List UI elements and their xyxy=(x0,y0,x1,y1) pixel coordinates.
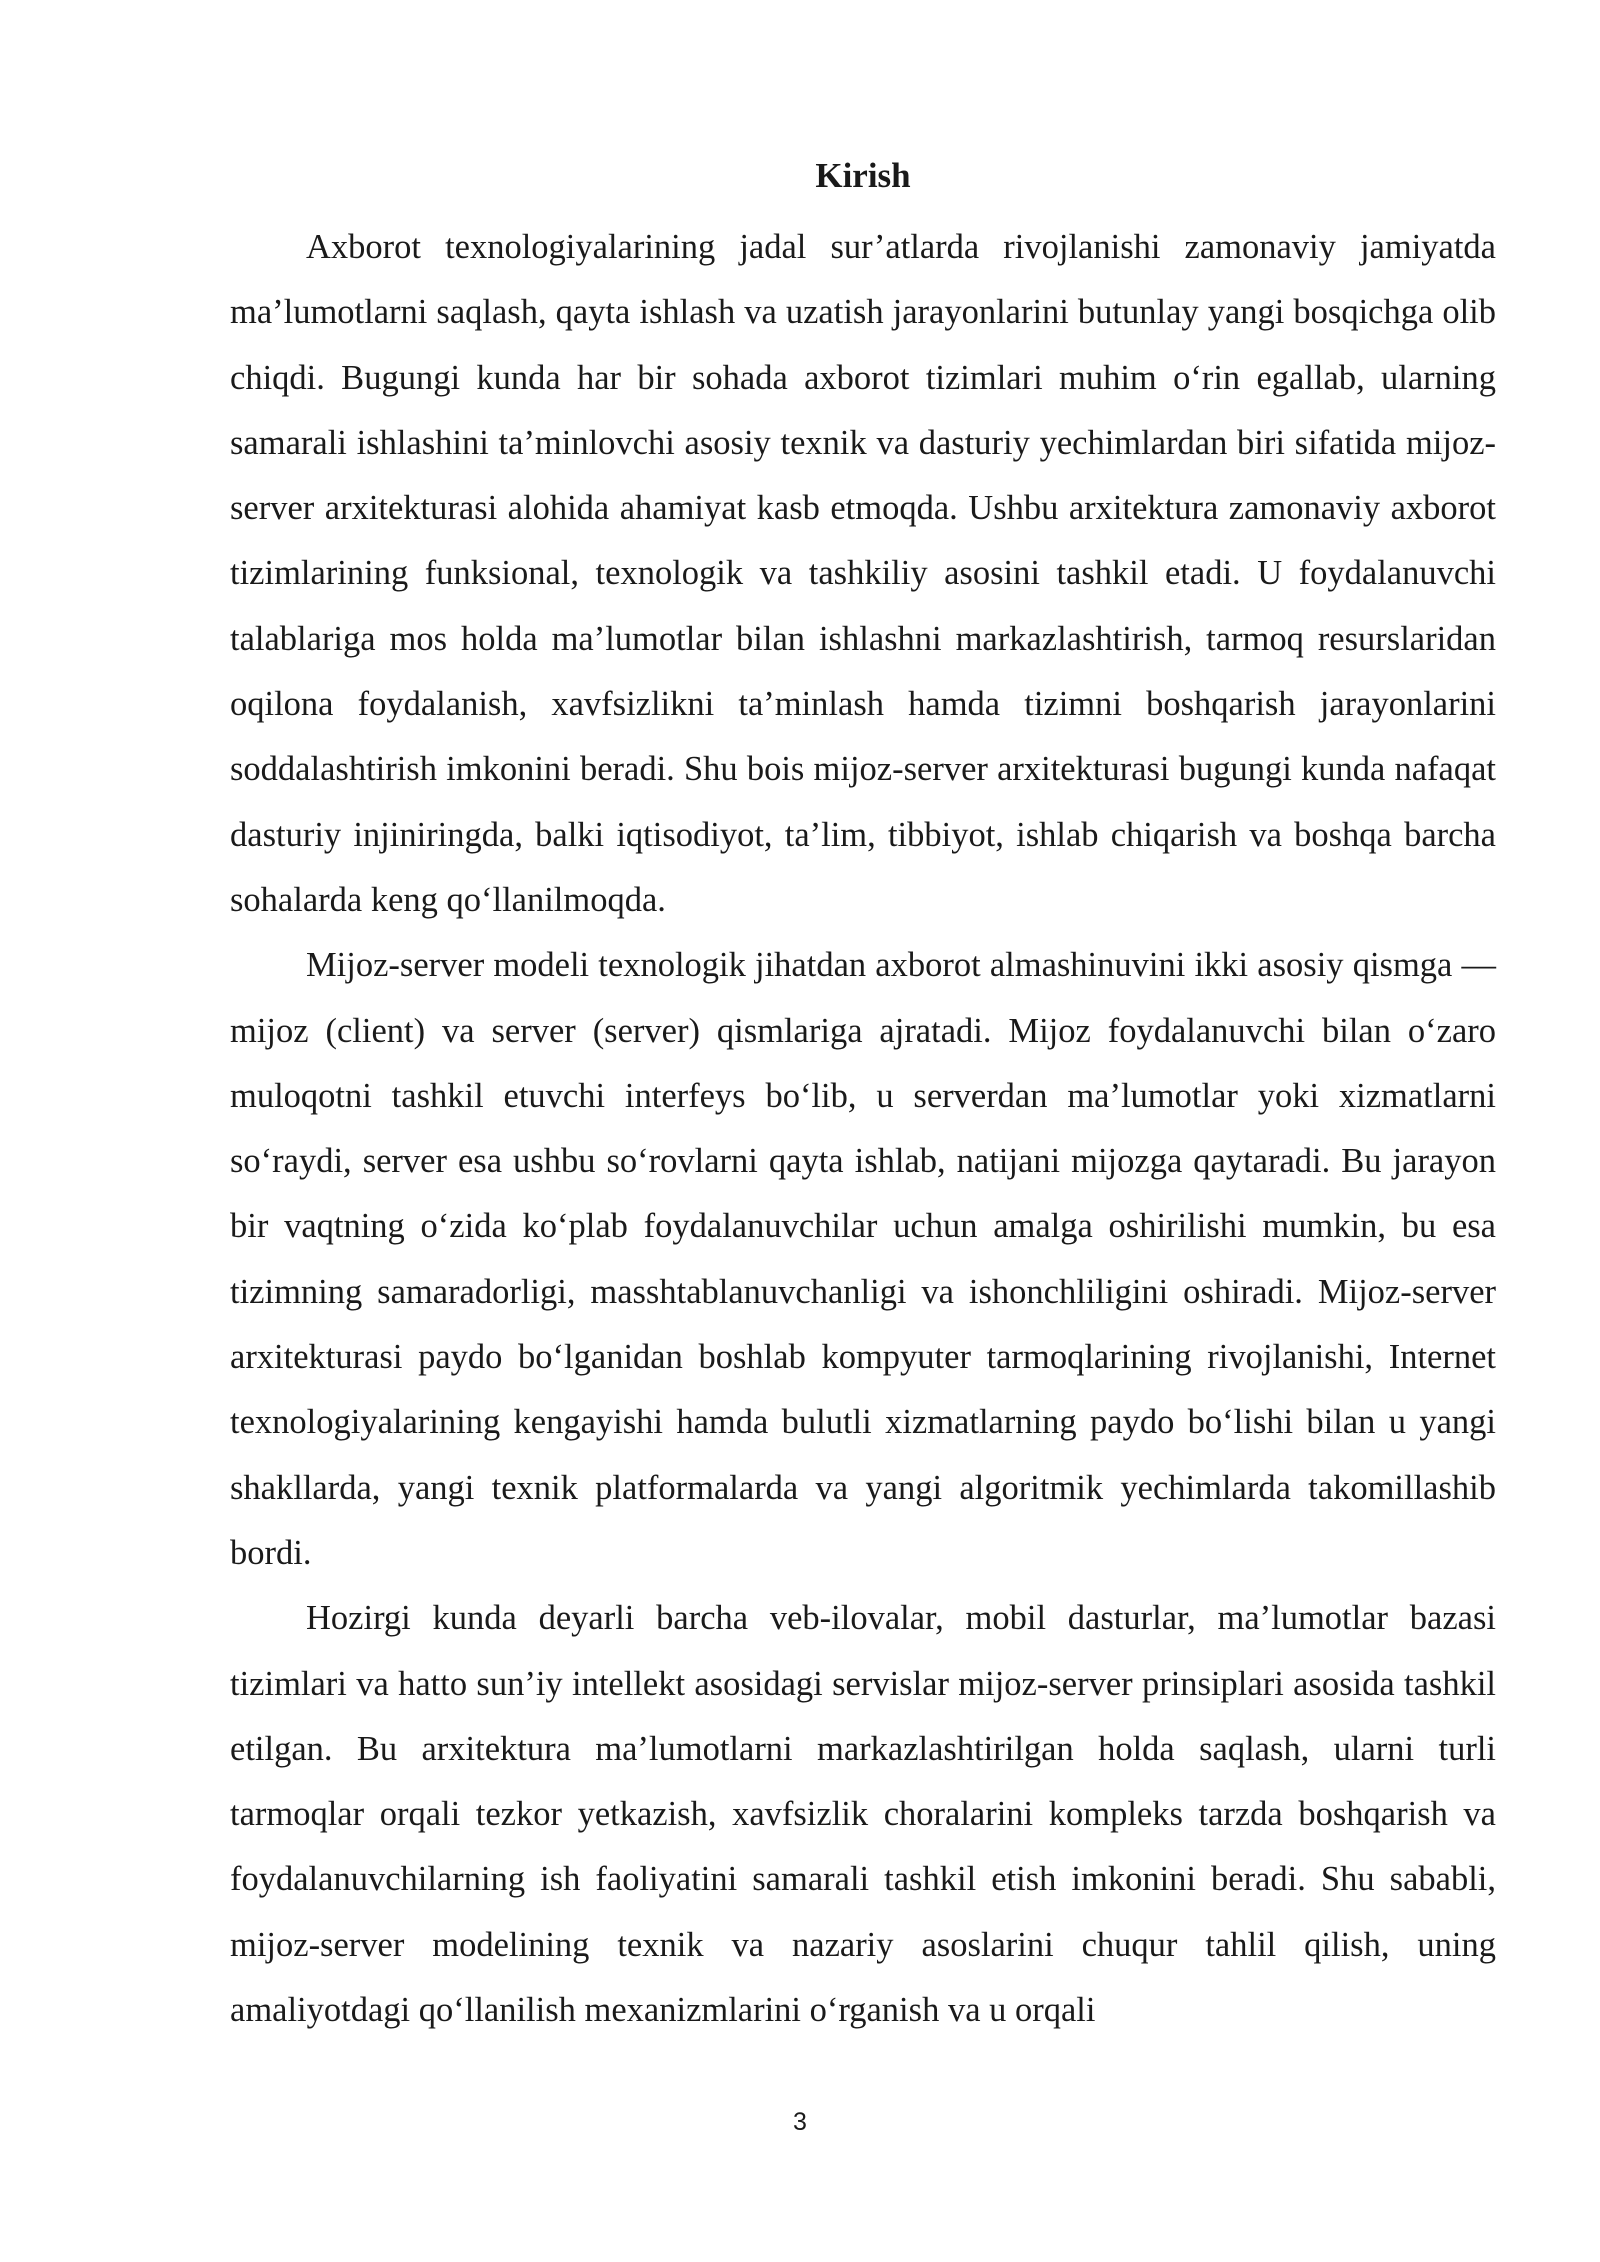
paragraph-2: Mijoz-server modeli texnologik jihatdan axborot almashinuvini ikki asosiy qismga — mijoz (client) va server (server) qismlariga ajratadi. Mijoz foydalanuvchi bilan o‘zaro muloqotni tashkil etuvchi interfeys bo‘lib, u serverdan ma’lumotlar yoki xizmatlarni so‘raydi, server esa ushbu so‘rovlarni qayta ishlab, natijani mijozga qaytaradi. Bu jarayon bir vaqtning o‘zida ko‘plab foydalanuvchilar uchun amalga oshirilishi mumkin, bu esa tizimning samaradorligi, masshtablanuvchanligi va ishonchliligini oshiradi. Mijoz-server arxitekturasi paydo bo‘lganidan boshlab kompyuter tarmoqlarining rivojlanishi, Internet texnologiyalarining kengayishi hamda bulutli xizmatlarning paydo bo‘lishi bilan u yangi shakllarda, yangi texnik platformalarda va yangi algoritmik yechimlarda takomillashib bordi. xyxy=(230,946,1496,1572)
section-title: Kirish xyxy=(815,156,911,195)
document-body xyxy=(230,150,1496,2043)
paragraph-1: Axborot texnologiyalarining jadal sur’atlarda rivojlanishi zamonaviy jamiyatda ma’lumotlarni saqlash, qayta ishlash va uzatish jarayonlarini butunlay yangi bosqichga olib chiqdi. Bugungi kunda har bir sohada axborot tizimlari muhim o‘rin egallab, ularning samarali ishlashini ta’minlovchi asosiy texnik va dasturiy yechimlardan biri sifatida mijoz-server arxitekturasi alohida ahamiyat kasb etmoqda. Ushbu arxitektura zamonaviy axborot tizimlarining funksional, texnologik va tashkiliy asosini tashkil etadi. U foydalanuvchi talablariga mos holda ma’lumotlar bilan ishlashni markazlashtirish, tarmoq resurslaridan oqilona foydalanish, xavfsizlikni ta’minlash hamda tizimni boshqarish jarayonlarini soddalashtirish imkonini beradi. Shu bois mijoz-server arxitekturasi bugungi kunda nafaqat dasturiy injiniringda, balki iqtisodiyot, ta’lim, tibbiyot, ishlab chiqarish va boshqa barcha sohalarda keng qo‘llanilmoqda. xyxy=(230,228,1496,919)
paragraph-3: Hozirgi kunda deyarli barcha veb-ilovalar, mobil dasturlar, ma’lumotlar bazasi tizimlari va hatto sun’iy intellekt asosidagi servislar mijoz-server prinsiplari asosida tashkil etilgan. Bu arxitektura ma’lumotlarni markazlashtirilgan holda saqlash, ularni turli tarmoqlar orqali tezkor yetkazish, xavfsizlik choralarini kompleks tarzda boshqarish va foydalanuvchilarning ish faoliyatini samarali tashkil etish imkonini beradi. Shu sababli, mijoz-server modelining texnik va nazariy asoslarini chuqur tahlil qilish, uning amaliyotdagi qo‘llanilish mexanizmlarini o‘rganish va u orqali xyxy=(230,1599,1496,2030)
page-number: 3 xyxy=(793,2108,807,2136)
